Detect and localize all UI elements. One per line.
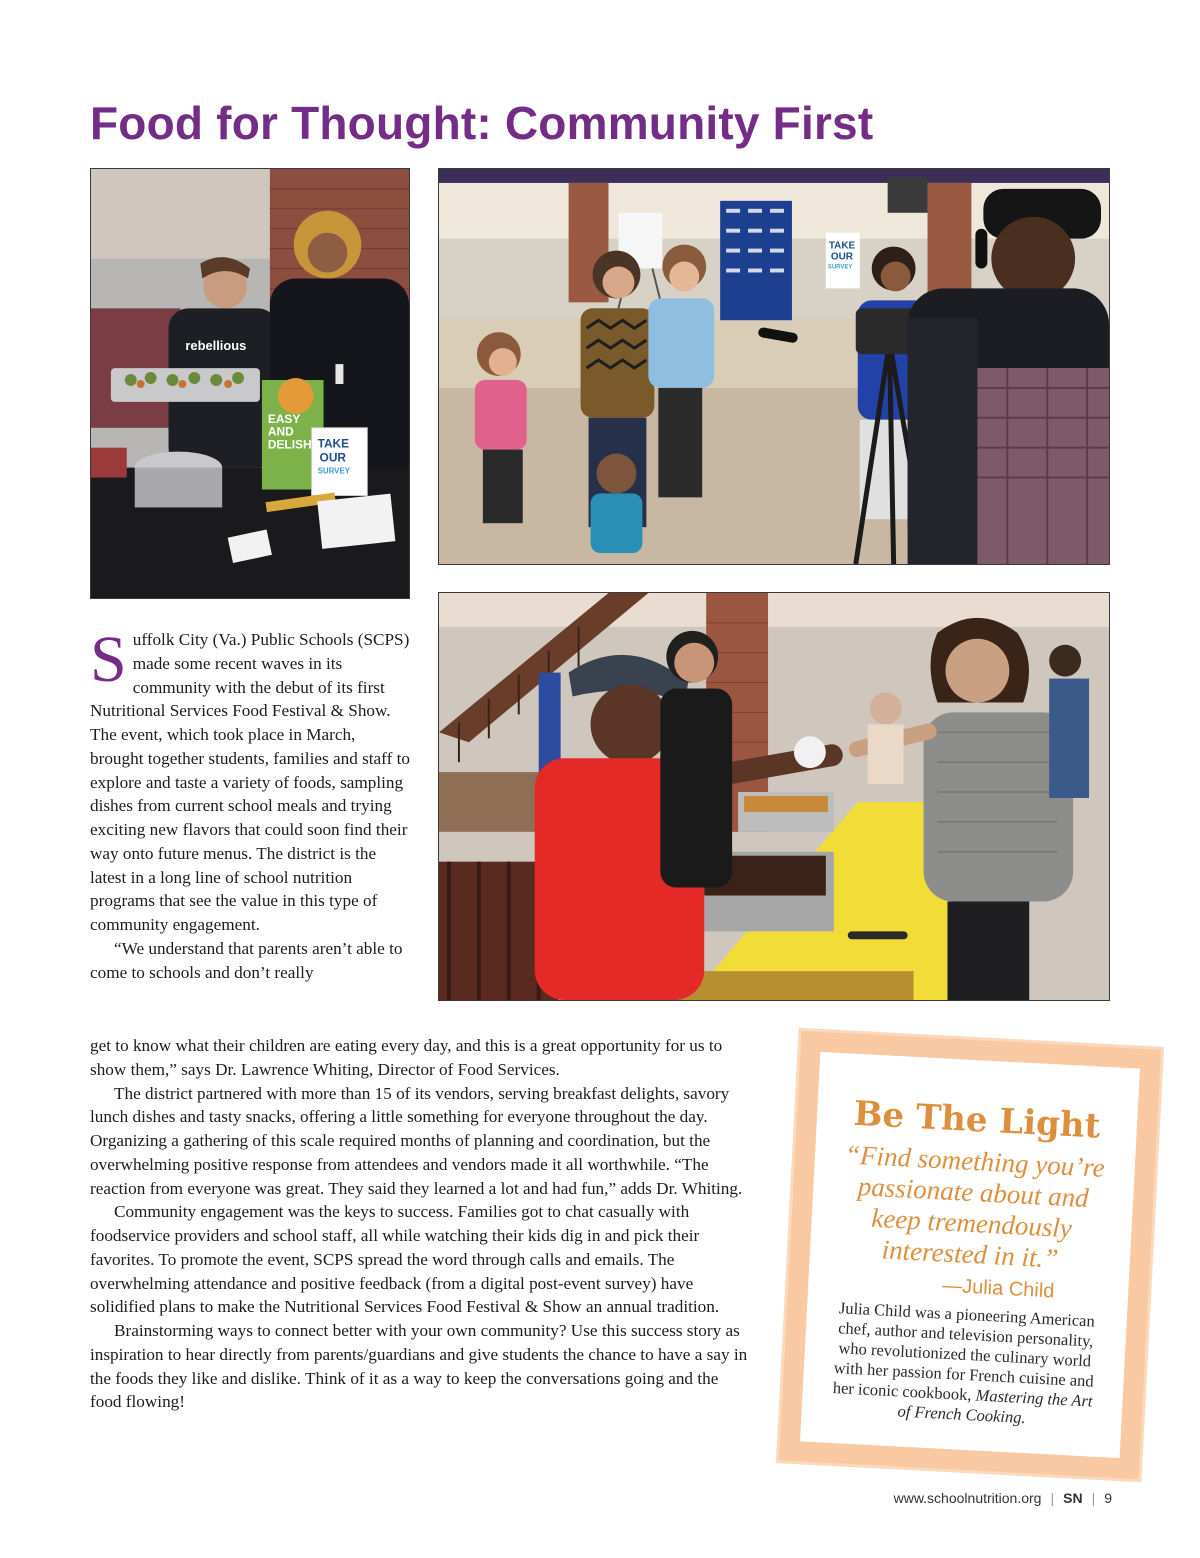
footer-magazine: SN xyxy=(1063,1490,1083,1506)
quote-sidebar xyxy=(779,1031,1161,1479)
article-paragraph-2-end: get to know what their children are eating every day, and this is a great opportunity for us to show them,” says Dr. Lawrence Whiting, Director of Food Services. xyxy=(90,1036,723,1079)
footer-url: www.schoolnutrition.org xyxy=(893,1490,1042,1506)
survey-take-text: TAKE xyxy=(317,436,350,451)
banner-survey-text: SURVEY xyxy=(827,264,853,271)
poster-and-text: AND xyxy=(267,424,294,439)
footer-separator: | xyxy=(1091,1490,1096,1506)
page-number: 9 xyxy=(1104,1490,1112,1506)
article-paragraph-2-start: “We understand that parents aren’t able to come to schools and don’t really xyxy=(90,938,403,982)
photo-news-interview xyxy=(438,168,1110,565)
sidebar-bio xyxy=(823,1298,1105,1432)
quote-sidebar-inner xyxy=(800,1052,1140,1458)
drop-cap: S xyxy=(90,623,127,696)
banner-our-text: OUR xyxy=(830,251,853,263)
sidebar-heading: Be The Light xyxy=(852,1093,1102,1147)
sidebar-bio-text: Julia Child was a pioneering American chef, author and television personality, who revolutionized the culinary world with her passion for French cuisine and her iconic cookbook, xyxy=(832,1298,1096,1405)
article-column-wide xyxy=(90,1034,750,1414)
sidebar-bio-book: Mastering the Art of French Cooking. xyxy=(897,1385,1094,1428)
page-title: Food for Thought: Community First xyxy=(90,97,874,149)
article-paragraph-1 xyxy=(90,623,410,937)
survey-word-text: SURVEY xyxy=(317,466,351,476)
apron-logo-text: rebellious xyxy=(185,338,247,354)
sidebar-quote: “Find something you’re passionate about and keep tremendously interested in it.” xyxy=(844,1139,1106,1274)
article-paragraph-4: Community engagement was the keys to success. Families got to chat casually with foodservice providers and school staff, all while watching their kids dig in and pick their favorites. To promote the event, SCPS spread the word through calls and emails. The overwhelming attendance and positive feedback (from a digital post-event survey) have solidified plans to make the Nutritional Services Food Festival & Show an annual tradition. xyxy=(90,1202,720,1317)
article-column-narrow xyxy=(90,623,410,984)
banner-take-text: TAKE xyxy=(828,240,856,252)
footer-separator: | xyxy=(1050,1490,1055,1506)
sidebar-attribution: —Julia Child xyxy=(941,1274,1055,1303)
poster-easy-text: EASY xyxy=(267,411,301,426)
page-footer xyxy=(894,1490,1112,1506)
article-paragraph-5: Brainstorming ways to connect better with your own community? Use this success story as inspiration to hear directly from parents/guardians and give students the chance to have a say in the foods they like and dislike. Think of it as a way to keep the conversations going and the food flowing! xyxy=(90,1321,748,1412)
photo-tasting-table xyxy=(90,168,410,599)
poster-delish-text: DELISH xyxy=(267,437,312,452)
article-paragraph-1-text: uffolk City (Va.) Public Schools (SCPS) made some recent waves in its community with the debut of its first Nutritional Services Food Festival & Show. The event, which took place in March, brought together students, families and staff to explore and taste a variety of foods, sampling dishes from current school meals and trying exciting new flavors that could soon find their way onto future menus. The district is the latest in a long line of school nutrition programs that see the value in this type of community engagement. xyxy=(90,630,410,934)
survey-our-text: OUR xyxy=(319,450,347,465)
article-paragraph-3: The district partnered with more than 15 of its vendors, serving breakfast delights, savory lunch dishes and tasty snacks, offering a little something for everyone throughout the day. Organizing a gathering of this scale required months of planning and coordination, but the overwhelming positive response from attendees and vendors made it all worthwhile. “The reaction from everyone was great. They said they learned a lot and had fun,” adds Dr. Whiting. xyxy=(90,1083,743,1198)
photo-serving-line xyxy=(438,592,1110,1001)
